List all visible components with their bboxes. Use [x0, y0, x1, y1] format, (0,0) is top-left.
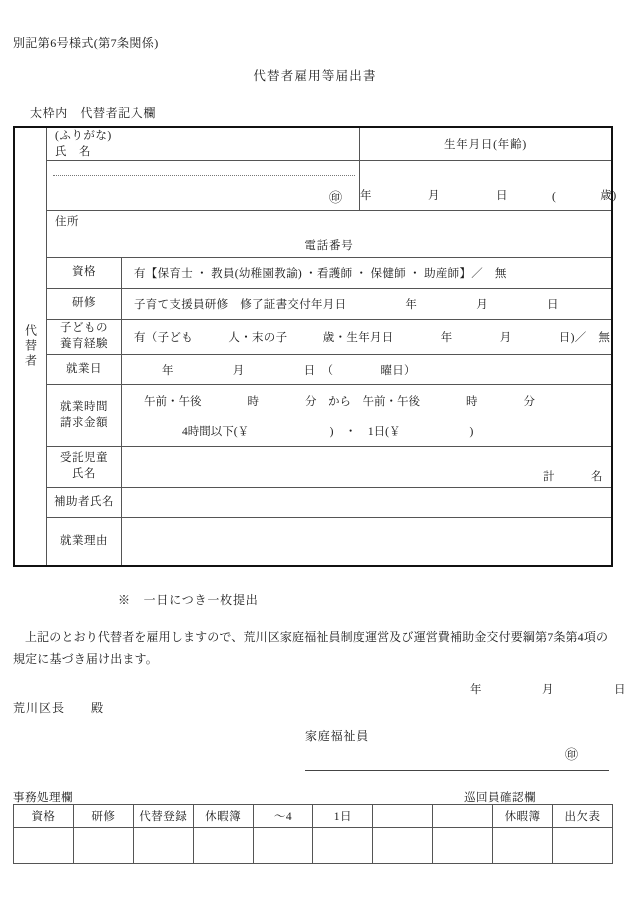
age-unit-label: 歳) — [600, 190, 617, 202]
work-reason-field[interactable] — [122, 518, 611, 565]
worktime-label-line1: 就業時間 — [60, 400, 108, 413]
admin-col-6 — [373, 805, 433, 828]
row-qualification — [47, 258, 611, 289]
admin-cell-8[interactable] — [493, 828, 553, 864]
work-reason-label: 就業理由 — [47, 518, 122, 565]
assistant-name-label: 補助者氏名 — [47, 488, 122, 517]
worktime-label-line2: 請求金額 — [60, 416, 108, 429]
entrusted-children-field[interactable] — [122, 447, 611, 487]
telephone-label: 電話番号 — [304, 240, 354, 252]
childcare-experience-label — [47, 320, 122, 354]
worktime-range: 午前・午後 時 分 から 午前・午後 時 分 — [144, 395, 535, 408]
section-note: 太枠内 代替者記入欄 — [30, 106, 157, 120]
row-worktime-amount — [47, 385, 611, 447]
signature-rule[interactable] — [305, 770, 609, 771]
entrusted-children-total: 計 名 — [543, 471, 603, 483]
admin-header-row — [14, 805, 613, 828]
seal-icon: ㊞ — [328, 190, 342, 205]
row-training — [47, 289, 611, 320]
billing-amount: 4時間以下(￥ ) ・ 1日(￥ ) — [182, 425, 474, 438]
admin-col-5: 1日 — [313, 805, 373, 828]
row-address — [47, 211, 611, 258]
admin-cell-1[interactable] — [73, 828, 133, 864]
admin-processing-table — [13, 804, 613, 864]
childcare-experience-label-line2: 養育経験 — [60, 338, 108, 350]
entrusted-children-label — [47, 447, 122, 487]
addressee-label: 荒川区長 殿 — [13, 701, 105, 715]
row-assistant-name — [47, 488, 611, 518]
childcare-experience-value[interactable]: 有（子ども 人・末の子 歳・生年月日 年 月 日)／ 無 — [134, 332, 611, 344]
name-header-cell — [47, 128, 360, 160]
declaration-paragraph: 上記のとおり代替者を雇用しますので、荒川区家庭福祉員制度運営及び運営費補助金交付要綱第7条第4項の規定に基づき届け出ます。 — [13, 630, 609, 667]
training-label: 研修 — [47, 289, 122, 319]
birthday-entry-field[interactable] — [360, 161, 617, 210]
side-label-daitaisha — [15, 128, 47, 565]
workday-label: 就業日 — [47, 355, 122, 384]
entrusted-children-label-line1: 受託児童 — [60, 452, 108, 465]
name-entry-field[interactable] — [47, 161, 360, 210]
admin-col-8: 休暇簿 — [493, 805, 553, 828]
side-label-text: 代替者 — [23, 324, 38, 369]
main-form-table — [13, 126, 617, 567]
admin-section-caption: 事務処理欄 — [13, 792, 73, 804]
training-value[interactable]: 子育て支援員研修 修了証書交付年月日 年 月 日 — [134, 299, 559, 311]
birthday-year-label: 年 — [360, 190, 372, 202]
admin-cell-0[interactable] — [14, 828, 74, 864]
signature-date-line[interactable]: 年 月 日 — [470, 684, 626, 696]
admin-col-0: 資格 — [14, 805, 74, 828]
admin-cell-7[interactable] — [433, 828, 493, 864]
admin-col-2: 代替登録 — [133, 805, 193, 828]
name-label: 氏 名 — [55, 145, 91, 158]
row-entrusted-children — [47, 447, 611, 488]
age-open-paren: ( — [552, 191, 557, 203]
furigana-dotted-rule — [53, 175, 355, 176]
signer-title-label: 家庭福祉員 — [305, 729, 370, 743]
admin-cell-4[interactable] — [253, 828, 313, 864]
qualification-options[interactable]: 有【保育士 ・ 教員(幼稚園教諭) ・看護師 ・ 保健師 ・ 助産師】／ 無 — [134, 268, 507, 280]
address-entry-field[interactable] — [47, 211, 611, 257]
admin-entry-row — [14, 828, 613, 864]
entrusted-children-label-line2: 氏名 — [72, 468, 96, 480]
submission-note: ※ 一日につき一枚提出 — [118, 593, 259, 607]
main-table-rows — [47, 128, 617, 565]
admin-col-3: 休暇簿 — [193, 805, 253, 828]
childcare-experience-label-line1: 子どもの — [60, 322, 108, 335]
birthday-header-cell: 生年月日(年齢) — [443, 139, 528, 151]
row-name-entry — [47, 161, 617, 211]
row-childcare-experience — [47, 320, 611, 355]
admin-col-4: ～4 — [253, 805, 313, 828]
row-name-header — [47, 128, 611, 161]
form-code: 別記第6号様式(第7条関係) — [13, 36, 159, 50]
qualification-label: 資格 — [47, 258, 122, 288]
admin-col-7 — [433, 805, 493, 828]
workday-value[interactable]: 年 月 日 （ 曜日） — [162, 364, 416, 377]
admin-cell-2[interactable] — [133, 828, 193, 864]
assistant-name-field[interactable] — [122, 488, 611, 517]
admin-cell-9[interactable] — [553, 828, 613, 864]
address-label: 住所 — [55, 216, 79, 228]
admin-col-9: 出欠表 — [553, 805, 613, 828]
row-workday — [47, 355, 611, 385]
patrol-section-caption: 巡回員確認欄 — [464, 792, 536, 804]
admin-cell-6[interactable] — [373, 828, 433, 864]
birthday-month-label: 月 — [428, 190, 440, 202]
admin-cell-3[interactable] — [193, 828, 253, 864]
admin-cell-5[interactable] — [313, 828, 373, 864]
row-work-reason — [47, 518, 611, 565]
signer-seal-icon: ㊞ — [565, 747, 579, 762]
admin-col-1: 研修 — [73, 805, 133, 828]
page-title: 代替者雇用等届出書 — [253, 69, 377, 83]
worktime-amount-label — [47, 385, 122, 446]
worktime-amount-field[interactable] — [122, 385, 611, 446]
birthday-day-label: 日 — [496, 190, 508, 202]
furigana-label: (ふりがな) — [55, 130, 112, 142]
